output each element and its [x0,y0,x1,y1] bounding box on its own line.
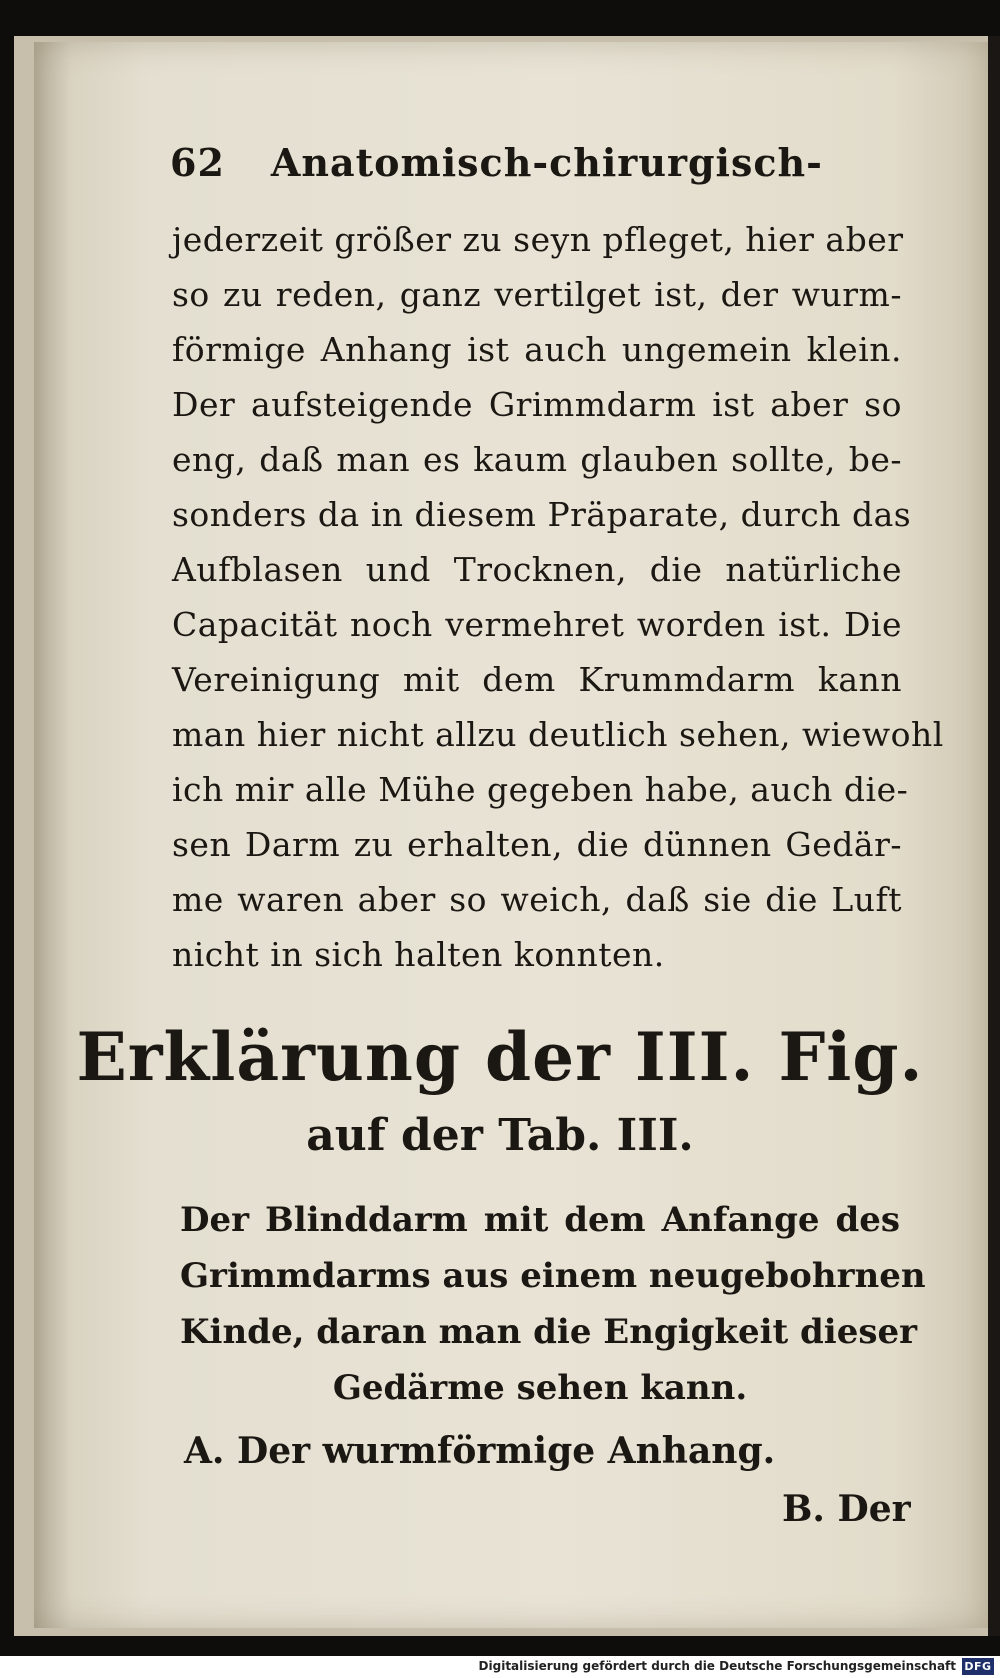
section-title: Erklärung der III. Fig. [76,1018,924,1096]
dfg-logo-icon: DFG [962,1658,994,1675]
page-number: 62 [170,140,225,185]
page-right-edge [988,36,1000,1636]
body-line: förmige Anhang ist auch ungemein klein. [172,330,902,369]
catchword: B. Der [782,1488,911,1530]
section-subtitle: auf der Tab. III. [306,1110,694,1161]
body-text [172,212,944,982]
body-line: jederzeit größer zu seyn pfleget, hier aber [172,220,904,259]
running-header [170,140,823,185]
body-line: nicht in sich halten konnten. [172,935,665,974]
caption-line: Gedärme sehen kann. [332,1368,748,1408]
footer-credit: Digitalisierung gefördert durch die Deutsche Forschungsgemeinschaft [478,1659,956,1673]
body-line: so zu reden, ganz vertilget ist, der wurm- [172,275,902,314]
body-line: sen Darm zu erhalten, die dünnen Gedär- [172,825,902,864]
body-line: me waren aber so weich, daß sie die Luft [172,880,902,919]
body-line: sonders da in diesem Präparate, durch das [172,495,912,534]
caption-line: Der Blinddarm mit dem Anfange des [180,1200,900,1240]
caption-line: Kinde, daran man die Engigkeit dieser [180,1312,918,1352]
body-line: man hier nicht allzu deutlich sehen, wiewohl [172,715,944,754]
body-line: Aufblasen und Trocknen, die natürliche [172,550,902,589]
body-line: Der aufsteigende Grimmdarm ist aber so [172,385,902,424]
caption-line: Grimmdarms aus einem neugebohrnen [180,1256,926,1296]
legend-item-a: A. Der wurmförmige Anhang. [184,1430,776,1472]
figure-caption [180,1192,926,1416]
body-line: Vereinigung mit dem Krummdarm kann [172,660,902,699]
body-line: Capacität noch vermehret worden ist. Die [172,605,902,644]
body-line: eng, daß man es kaum glauben sollte, be- [172,440,902,479]
digitization-footer [0,1656,1000,1678]
running-head: Anatomisch-chirurgisch- [270,140,823,185]
body-line: ich mir alle Mühe gegeben habe, auch die- [172,770,909,809]
